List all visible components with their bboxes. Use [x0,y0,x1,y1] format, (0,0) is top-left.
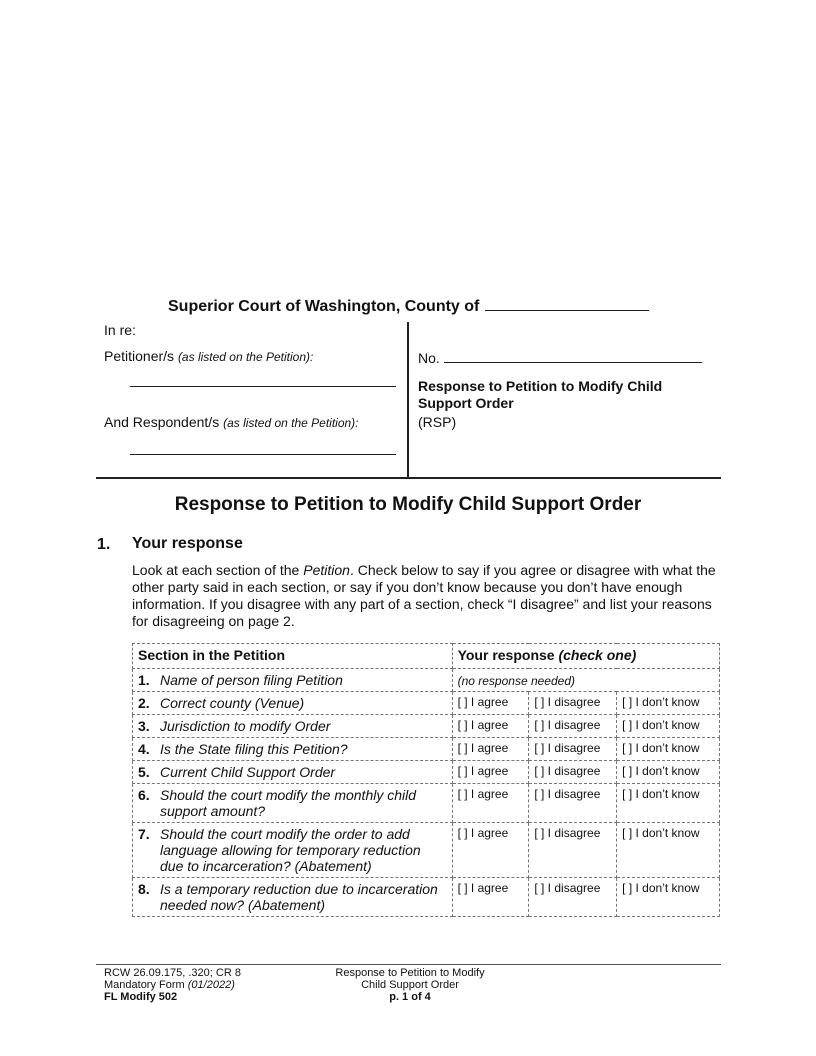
row-question [133,692,453,715]
petitioner-label: Petitioner/s [104,348,175,364]
table-row [133,715,720,738]
in-re-label: In re: [104,322,136,338]
row-question [133,761,453,784]
dont-know-checkbox[interactable]: [ ] I don’t know [617,692,720,715]
row-text: Name of person filing Petition [160,672,343,688]
row-number: 3. [138,718,150,734]
no-response-cell [452,669,719,692]
row-number: 4. [138,741,150,757]
disagree-checkbox[interactable]: [ ] I disagree [529,784,617,823]
footer-page: p. 1 of 4 [389,991,431,1003]
table-row [133,738,720,761]
footer-mandatory [104,979,241,991]
petitioner-label-row [104,348,313,364]
row-question [133,715,453,738]
disagree-checkbox[interactable]: [ ] I disagree [529,738,617,761]
header-response-em: (check one) [558,647,637,663]
agree-checkbox[interactable]: [ ] I agree [452,761,529,784]
table-row [133,761,720,784]
dont-know-checkbox[interactable]: [ ] I don’t know [617,784,720,823]
dont-know-checkbox[interactable]: [ ] I don’t know [617,823,720,878]
county-blank[interactable] [485,296,649,311]
intro-text-a: Look at each section of the [132,562,304,578]
dont-know-checkbox[interactable]: [ ] I don’t know [617,761,720,784]
footer-center-line1: Response to Petition to Modify [335,967,485,979]
section-intro [132,562,724,630]
footer-form-id: FL Modify 502 [104,991,178,1003]
case-number-row [418,348,718,366]
row-text: Current Child Support Order [160,764,336,780]
no-response-text: (no response needed) [457,674,575,688]
respondent-hint: (as listed on the Petition): [223,416,359,430]
petitioner-hint: (as listed on the Petition): [177,350,314,364]
row-number: 1. [138,672,150,688]
disagree-checkbox[interactable]: [ ] I disagree [529,823,617,878]
dont-know-checkbox[interactable]: [ ] I don’t know [617,715,720,738]
table-row [133,669,720,692]
agree-checkbox[interactable]: [ ] I agree [452,738,529,761]
table-row [133,692,720,715]
row-question [133,738,453,761]
row-number: 2. [138,695,150,711]
row-question [133,878,453,917]
agree-checkbox[interactable]: [ ] I agree [452,878,529,917]
case-number-line[interactable] [444,348,702,363]
row-number: 7. [138,826,150,842]
disagree-checkbox[interactable]: [ ] I disagree [529,715,617,738]
caption-case-info [418,348,718,430]
intro-text-em: Petition [303,562,350,578]
header-section: Section in the Petition [133,644,453,669]
disagree-checkbox[interactable]: [ ] I disagree [529,761,617,784]
row-question [133,823,453,878]
row-text: Jurisdiction to modify Order [160,718,331,734]
dont-know-checkbox[interactable]: [ ] I don’t know [617,738,720,761]
agree-checkbox[interactable]: [ ] I agree [452,715,529,738]
row-text: Should the court modify the order to add language allowing for temporary reduction due to incarceration? (Abatement) [160,826,421,874]
row-text: Is a temporary reduction due to incarceration needed now? (Abatement) [160,881,438,913]
footer-mandatory-label: Mandatory Form [104,979,185,991]
agree-checkbox[interactable]: [ ] I agree [452,692,529,715]
disagree-checkbox[interactable]: [ ] I disagree [529,692,617,715]
footer-rcw: RCW 26.09.175, .320; CR 8 [104,967,241,979]
row-question [133,669,453,692]
form-code: (RSP) [418,414,457,430]
section-title: Your response [132,535,243,552]
case-number-label: No. [418,350,440,366]
respondent-label: And Respondent/s [104,414,220,430]
section-number: 1. [97,536,111,553]
header-response [452,644,719,669]
agree-checkbox[interactable]: [ ] I agree [452,784,529,823]
form-title: Response to Petition to Modify Child Support Order [418,378,663,411]
header-response-label: Your response [457,647,555,663]
row-number: 6. [138,787,150,803]
table-row [133,823,720,878]
agree-checkbox[interactable]: [ ] I agree [452,823,529,878]
caption-bottom-rule [96,477,721,479]
row-text: Correct county (Venue) [160,695,305,711]
footer-center [300,967,520,1003]
row-number: 5. [138,764,150,780]
table-header-row [133,644,720,669]
document-title: Response to Petition to Modify Child Support Order [174,494,642,515]
footer-center-line2: Child Support Order [361,979,459,991]
footer-mandatory-date: (01/2022) [187,979,235,991]
table-row [133,878,720,917]
footer-rule [96,964,721,965]
response-table [132,643,720,917]
row-text: Is the State filing this Petition? [160,741,348,757]
petitioner-name-line[interactable] [130,386,396,387]
dont-know-checkbox[interactable]: [ ] I don’t know [617,878,720,917]
respondent-label-row [104,414,359,430]
disagree-checkbox[interactable]: [ ] I disagree [529,878,617,917]
intro-text-b: . Check below to say if you agree or disagree with what the other party said in each section, or say if you don’t know because you don’t have enough information. If you disagree with any part of a section, check “I disagree” and list your reasons for disagreeing on page 2. [132,562,716,629]
caption-divider [407,322,409,478]
row-number: 8. [138,881,150,897]
court-title: Superior Court of Washington, County of [168,298,480,315]
footer-left [104,967,241,1003]
row-question [133,784,453,823]
row-text: Should the court modify the monthly child support amount? [160,787,417,819]
respondent-name-line[interactable] [130,454,396,455]
table-row [133,784,720,823]
court-header [168,296,649,316]
